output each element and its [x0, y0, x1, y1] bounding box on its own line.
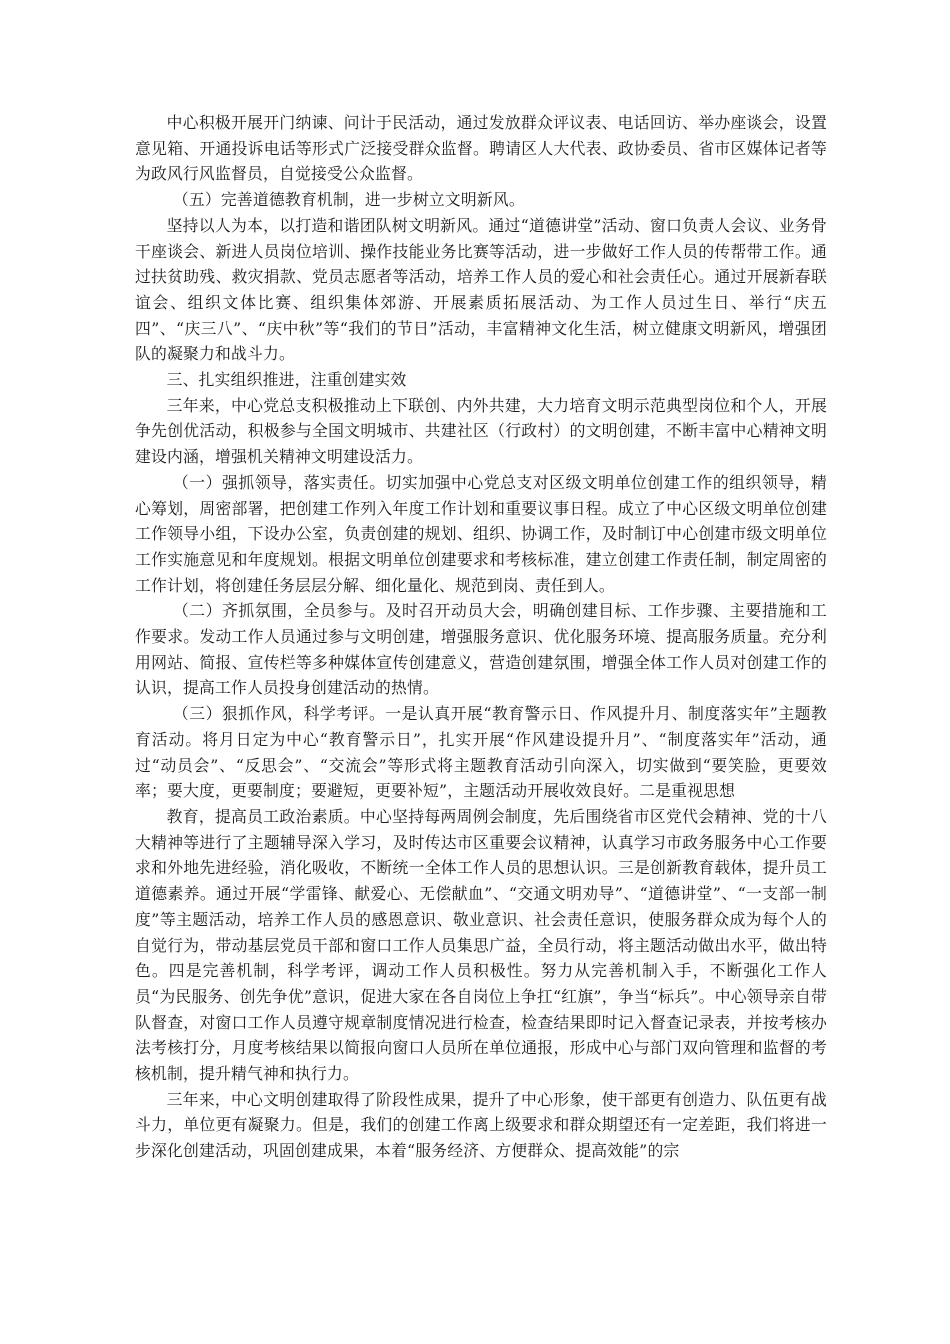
document-page — [135, 110, 827, 1164]
paragraph-work-style-evaluation: （三）狠抓作风，科学考评。一是认真开展“教育警示日、作风提升月、制度落实年”主题教育活动。将月日定为中心“教育警示日”，扎实开展“作风建设提升月”、“制度落实年”活动，通过“动员会”、“反思会”、“交流会”等形式将主题教育活动引向深入，切实做到“要笑脸，更要效率；要大度，更要制度；要避短，更要补短”，主题活动开展收效良好。二是重视思想 — [135, 704, 827, 801]
heading-moral-education: （五）完善道德教育机制，进一步树立文明新风。 — [172, 190, 525, 210]
paragraph-team-civility: 坚持以人为本，以打造和谐团队树文明新风。通过“道德讲堂”活动、窗口负责人会议、业务骨干座谈会、新进人员岗位培训、操作技能业务比赛等活动，进一步做好工作人员的传帮带工作。通过扶贫助残、救灾捐款、党员志愿者等活动，培养工作人员的爱心和社会责任心。通过开展新春联谊会、组织文体比赛、组织集体郊游、开展素质拓展活动、为工作人员过生日、举行“庆五四”、“庆三八”、“庆中秋”等“我们的节日”活动，丰富精神文化生活，树立健康文明新风，增强团队的凝聚力和战斗力。 — [135, 215, 827, 364]
paragraph-three-years-overview: 三年来，中心党总支积极推动上下联创、内外共建，大力培育文明示范典型岗位和个人，开展争先创优活动，积极参与全国文明城市、共建社区（行政村）的文明创建，不断丰富中心精神文明建设内涵，增强机关精神文明建设活力。 — [135, 395, 827, 467]
paragraph-education-quality: 教育，提高员工政治素质。中心坚持每两周例会制度，先后围绕省市区党代会精神、党的十八大精神等进行了主题辅导深入学习，及时传达市区重要会议精神，认真学习市政务服务中心工作要求和外地先进经验，消化吸收，不断统一全体工作人员的思想认识。三是创新教育载体，提升员工道德素养。通过开展“学雷锋、献爱心、无偿献血”、“交通文明劝导”、“道德讲堂”、“一支部一制度”等主题活动，培养工作人员的感恩意识、敬业意识、社会责任意识，使服务群众成为每个人的自觉行为，带动基层党员干部和窗口工作人员集思广益，全员行动，将主题活动做出水平，做出特色。四是完善机制，科学考评，调动工作人员积极性。努力从完善机制入手，不断强化工作人员“为民服务、创先争优”意识，促进大家在各自岗位上争扛“红旗”，争当“标兵”。中心领导亲自带队督查，对窗口工作人员遵守规章制度情况进行检查，检查结果即时记入督查记录表，并按考核办法考核打分，月度考核结果以简报向窗口人员所在单位通报，形成中心与部门双向管理和监督的考核机制，提升精气神和执行力。 — [135, 806, 827, 1084]
heading-section-three: 三、扎实组织推进，注重创建实效 — [166, 370, 407, 390]
paragraph-conclusion: 三年来，中心文明创建取得了阶段性成果，提升了中心形象，使干部更有创造力、队伍更有战斗力，单位更有凝聚力。但是，我们的创建工作离上级要求和群众期望还有一定差距，我们将进一步深化创建活动，巩固创建成果，本着“服务经济、方便群众、提高效能”的宗 — [135, 1089, 827, 1161]
paragraph-public-supervision: 中心积极开展开门纳谏、问计于民活动，通过发放群众评议表、电话回访、举办座谈会，设置意见箱、开通投诉电话等形式广泛接受群众监督。聘请区人大代表、政协委员、省市区媒体记者等为政风行风监督员，自觉接受公众监督。 — [135, 113, 827, 184]
paragraph-leadership-responsibility: （一）强抓领导，落实责任。切实加强中心党总支对区级文明单位创建工作的组织领导，精心筹划，周密部署，把创建工作列入年度工作计划和重要议事日程。成立了中心区级文明单位创建工作领导小组，下设办公室，负责创建的规划、组织、协调工作，及时制订中心创建市级文明单位工作实施意见和年度规划。根据文明单位创建要求和考核标准，建立创建工作责任制，制定周密的工作计划，将创建任务层层分解、细化量化、规范到岗、责任到人。 — [135, 472, 827, 595]
paragraph-atmosphere-participation: （二）齐抓氛围，全员参与。及时召开动员大会，明确创建目标、工作步骤、主要措施和工作要求。发动工作人员通过参与文明创建，增强服务意识、优化服务环境、提高服务质量。充分利用网站、简报、宣传栏等多种媒体宣传创建意义，营造创建氛围，增强全体工作人员对创建工作的认识，提高工作人员投身创建活动的热情。 — [135, 601, 827, 698]
